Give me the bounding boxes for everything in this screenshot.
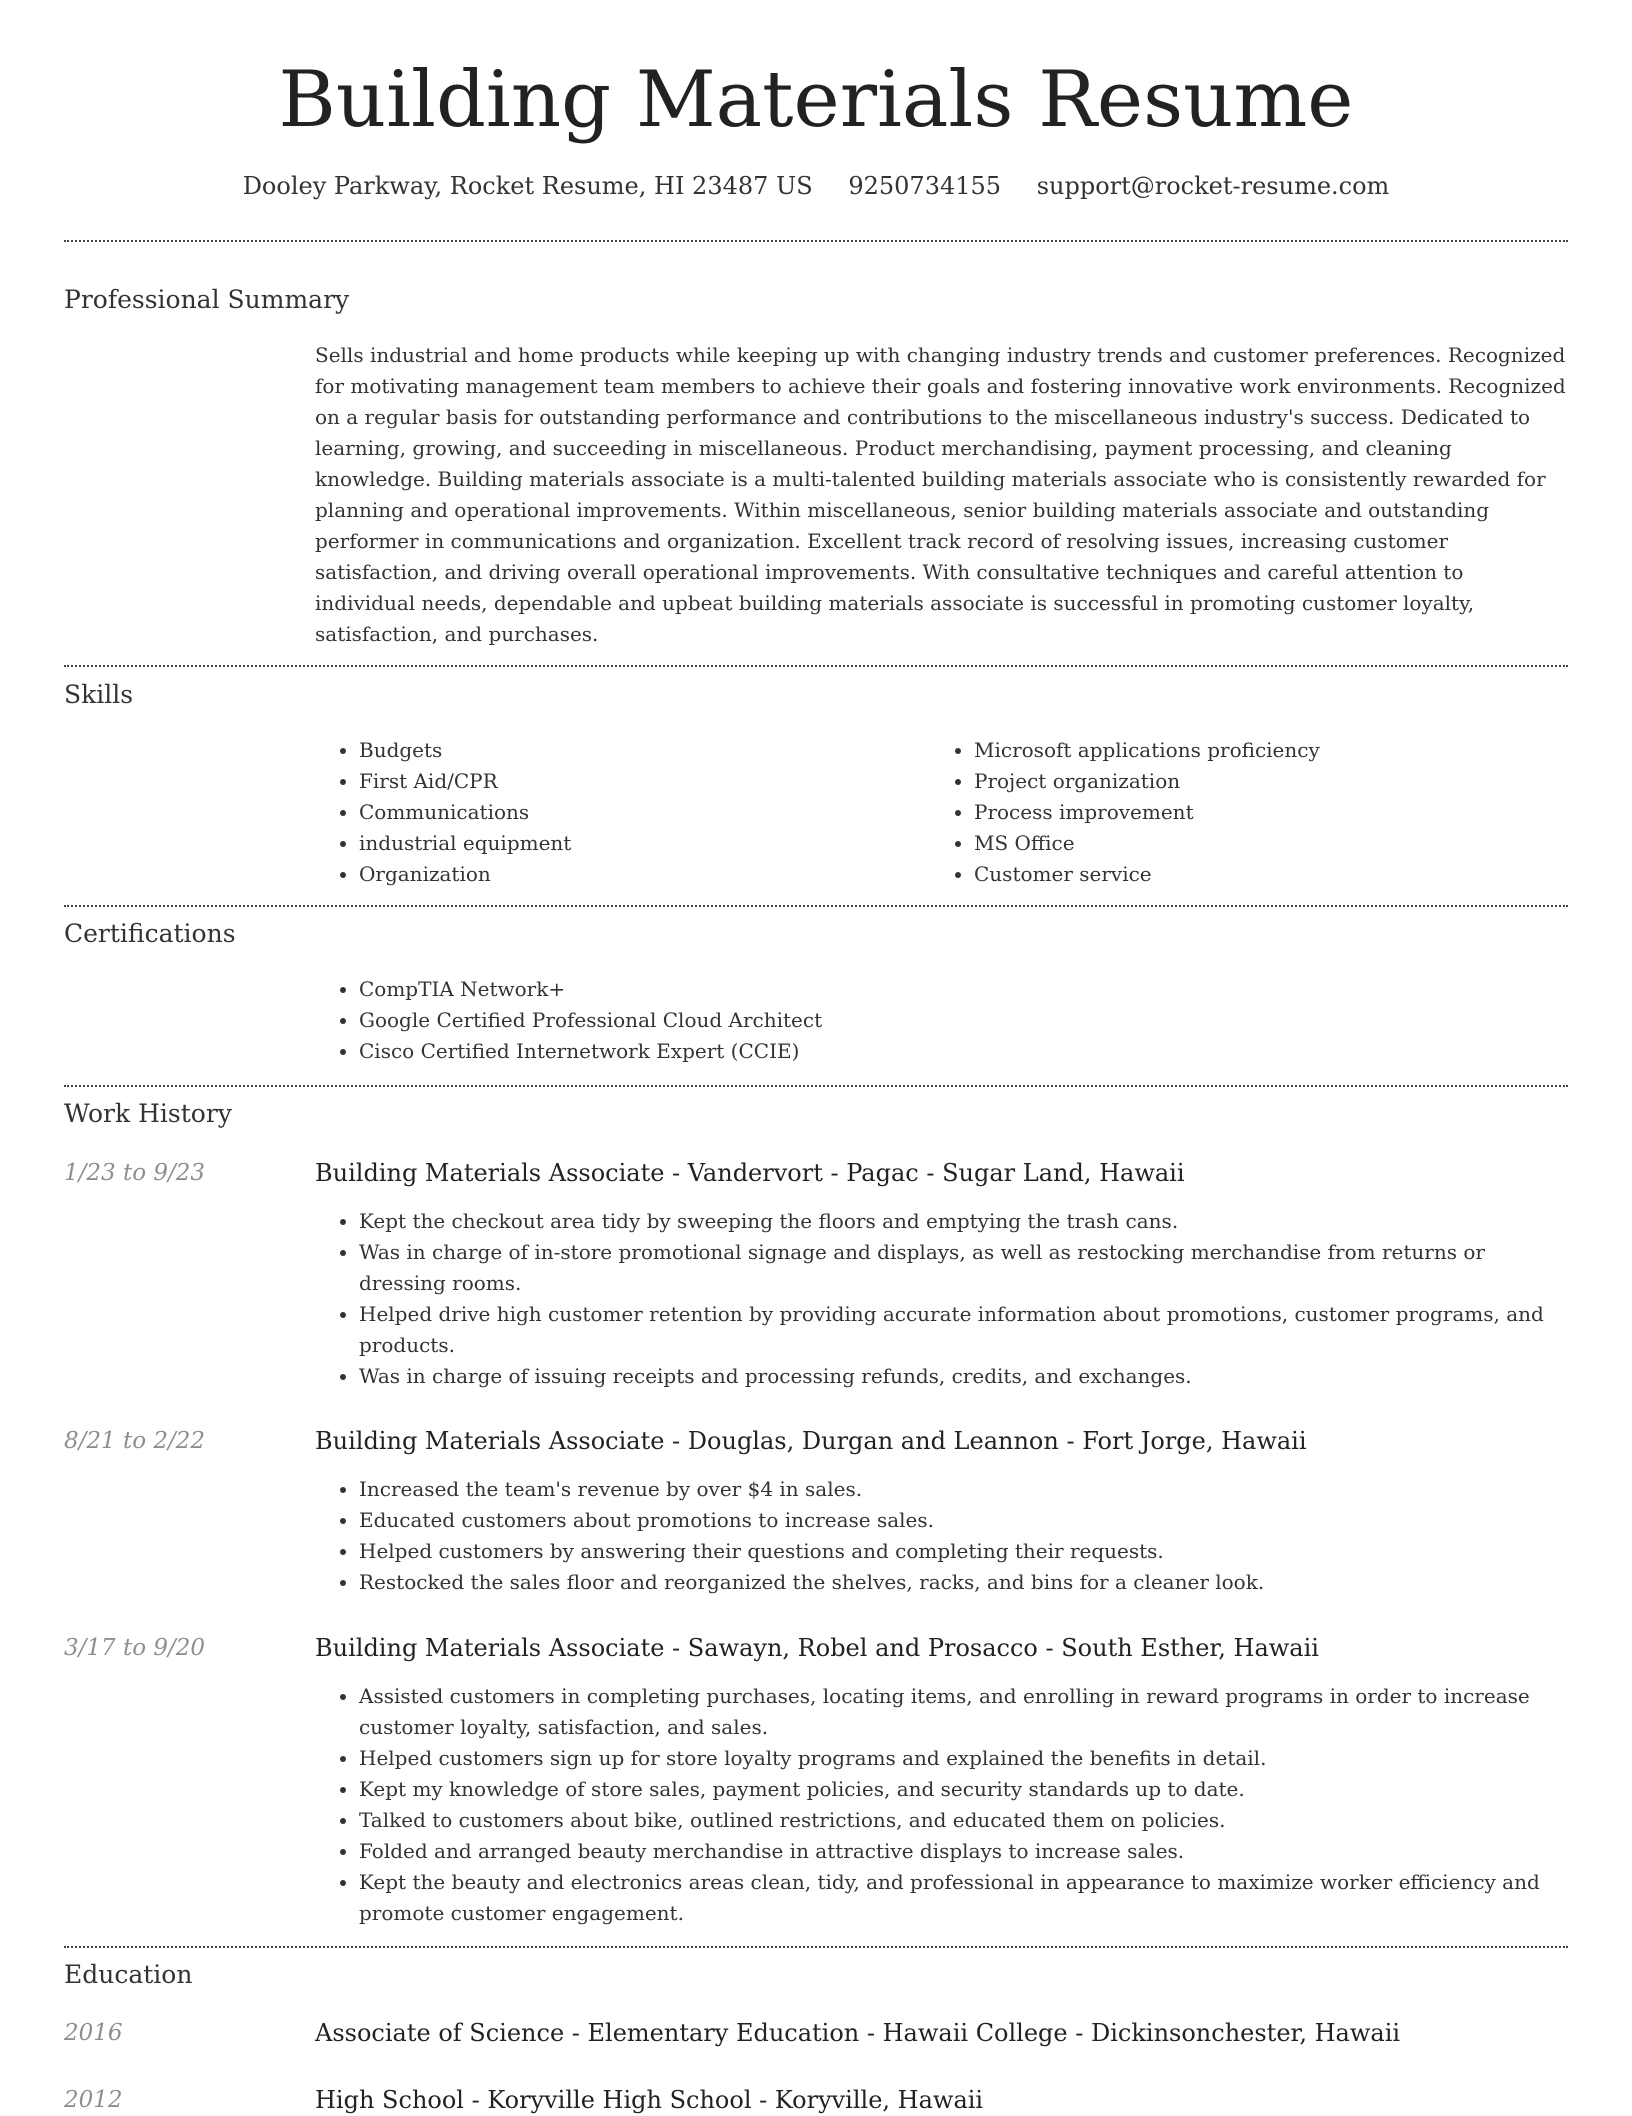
job-bullet: • Increased the team's revenue by over $4 in sales. [359, 1474, 1568, 1505]
education-year: 2012 [64, 2087, 123, 2113]
job-bullet: • Helped drive high customer retention by providing accurate information about promotions, customer programs, and products. [359, 1299, 1568, 1361]
job-bullets [315, 1206, 1568, 1392]
skill-item: • MS Office [974, 828, 1530, 859]
certification-item: • CompTIA Network+ [359, 974, 1568, 1005]
job-bullet: • Educated customers about promotions to increase sales. [359, 1505, 1568, 1536]
job-title: Building Materials Associate - Vandervort - Pagac - Sugar Land, Hawaii [315, 1159, 1185, 1187]
job-bullet: • Talked to customers about bike, outlined restrictions, and educated them on policies. [359, 1805, 1568, 1836]
job-bullet: • Kept the beauty and electronics areas clean, tidy, and professional in appearance to maximize worker efficiency and promote customer engagement. [359, 1867, 1568, 1929]
divider [64, 665, 1568, 667]
summary-text: Sells industrial and home products while keeping up with changing industry trends and customer preferences. Recognized for motivating management team members to achieve their goals and fostering innovative work environments. Recognized on a regular basis for outstanding performance and contributions to the miscellaneous industry's success. Dedicated to learning, growing, and succeeding in miscellaneous. Product merchandising, payment processing, and cleaning knowledge. Building materials associate is a multi-talented building materials associate who is consistently rewarded for planning and operational improvements. Within miscellaneous, senior building materials associate and outstanding performer in communications and organization. Excellent track record of resolving issues, increasing customer satisfaction, and driving overall operational improvements. With consultative techniques and careful attention to individual needs, dependable and upbeat building materials associate is successful in promoting customer loyalty, satisfaction, and purchases. [315, 343, 1566, 646]
section-title-skills: Skills [64, 680, 134, 709]
job-title: Building Materials Associate - Douglas, Durgan and Leannon - Fort Jorge, Hawaii [315, 1427, 1307, 1455]
skill-item: • Communications [359, 797, 915, 828]
job-bullet: • Helped customers by answering their questions and completing their requests. [359, 1536, 1568, 1567]
section-title-education: Education [64, 1960, 193, 1989]
summary-body [315, 340, 1568, 650]
job-bullet: • Folded and arranged beauty merchandise in attractive displays to increase sales. [359, 1836, 1568, 1867]
job-bullet: • Helped customers sign up for store loyalty programs and explained the benefits in detail. [359, 1743, 1568, 1774]
job-bullet: • Assisted customers in completing purchases, locating items, and enrolling in reward programs in order to increase customer loyalty, satisfaction, and sales. [359, 1681, 1568, 1743]
contact-line [0, 170, 1632, 202]
divider [64, 905, 1568, 907]
divider [64, 1946, 1568, 1948]
education-title: Associate of Science - Elementary Education - Hawaii College - Dickinsonchester, Hawaii [315, 2019, 1401, 2047]
skills-list-right [930, 735, 1530, 890]
skill-item: • First Aid/CPR [359, 766, 915, 797]
job-bullet: • Restocked the sales floor and reorganized the shelves, racks, and bins for a cleaner look. [359, 1567, 1568, 1598]
certification-item: • Google Certified Professional Cloud Architect [359, 1005, 1568, 1036]
section-title-certifications: Certifications [64, 919, 236, 948]
job-bullets [315, 1474, 1568, 1598]
job-dates: 1/23 to 9/23 [64, 1160, 206, 1186]
job-bullet: • Was in charge of issuing receipts and processing refunds, credits, and exchanges. [359, 1361, 1568, 1392]
certifications-list [315, 974, 1568, 1067]
section-title-summary: Professional Summary [64, 285, 350, 314]
job-dates: 8/21 to 2/22 [64, 1428, 206, 1454]
skill-item: • Organization [359, 859, 915, 890]
job-dates: 3/17 to 9/20 [64, 1635, 206, 1661]
skill-item: • industrial equipment [359, 828, 915, 859]
skill-item: • Microsoft applications proficiency [974, 735, 1530, 766]
job-bullet: • Kept the checkout area tidy by sweeping the floors and emptying the trash cans. [359, 1206, 1568, 1237]
skill-item: • Budgets [359, 735, 915, 766]
skill-item: • Project organization [974, 766, 1530, 797]
contact-email: support@rocket-resume.com [1036, 172, 1390, 200]
job-bullet: • Was in charge of in-store promotional signage and displays, as well as restocking merchandise from returns or dressing rooms. [359, 1237, 1568, 1299]
divider [64, 240, 1568, 242]
education-year: 2016 [64, 2020, 123, 2046]
divider [64, 1085, 1568, 1087]
certification-item: • Cisco Certified Internetwork Expert (CCIE) [359, 1036, 1568, 1067]
contact-address: Dooley Parkway, Rocket Resume, HI 23487 US [242, 172, 813, 200]
resume-title: Building Materials Resume [278, 55, 1354, 145]
job-bullets [315, 1681, 1568, 1929]
skills-list-left [315, 735, 915, 890]
skill-item: • Customer service [974, 859, 1530, 890]
job-bullet: • Kept my knowledge of store sales, payment policies, and security standards up to date. [359, 1774, 1568, 1805]
section-title-work-history: Work History [64, 1099, 232, 1128]
education-title: High School - Koryville High School - Koryville, Hawaii [315, 2086, 984, 2114]
skill-item: • Process improvement [974, 797, 1530, 828]
contact-phone: 9250734155 [848, 172, 1002, 200]
job-title: Building Materials Associate - Sawayn, Robel and Prosacco - South Esther, Hawaii [315, 1634, 1319, 1662]
